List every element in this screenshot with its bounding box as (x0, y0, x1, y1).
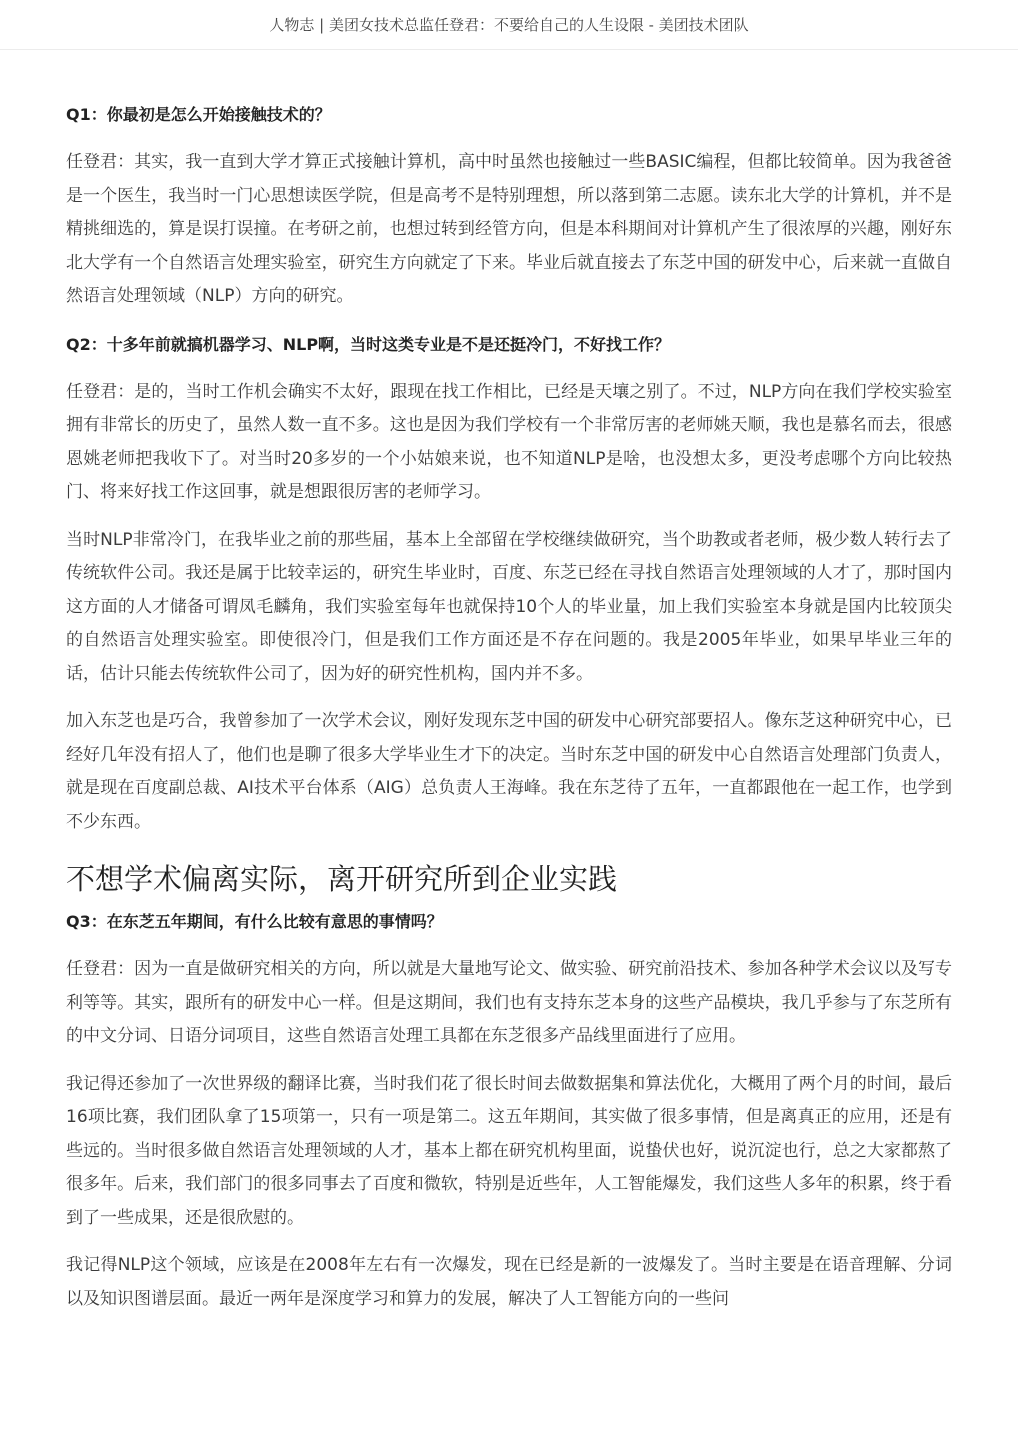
article-body (66, 104, 952, 1316)
question-q2: Q2：十多年前就搞机器学习、NLP啊，当时这类专业是不是还挺冷门，不好找工作？ (66, 334, 671, 354)
answer-q2-paragraph-2: 当时NLP非常冷门，在我毕业之前的那些届，基本上全部留在学校继续做研究，当个助教或者老师，极少数人转行去了传统软件公司。我还是属于比较幸运的，研究生毕业时，百度、东芝已经在寻找自然语言处理领域的人才了，那时国内这方面的人才储备可谓凤毛麟角，我们实验室每年也就保持10个人的毕业量，加上我们实验室本身就是国内比较顶尖的自然语言处理实验室。即使很冷门，但是我们工作方面还是不存在问题的。我是2005年毕业，如果早毕业三年的话，估计只能去传统软件公司了，因为好的研究性机构，国内并不多。 (66, 529, 952, 684)
answer-q3-paragraph-2: 我记得还参加了一次世界级的翻译比赛，当时我们花了很长时间去做数据集和算法优化，大概用了两个月的时间，最后16项比赛，我们团队拿了15项第一，只有一项是第二。这五年期间，其实做了很多事情，但是离真正的应用，还是有些远的。当时很多做自然语言处理领域的人才，基本上都在研究机构里面，说蛰伏也好，说沉淀也行，总之大家都熬了很多年。后来，我们部门的很多同事去了百度和微软，特别是近些年，人工智能爆发，我们这些人多年的积累，终于看到了一些成果，还是很欣慰的。 (66, 1073, 952, 1228)
answer-q3-paragraph-3: 我记得NLP这个领域，应该是在2008年左右有一次爆发，现在已经是新的一波爆发了。当时主要是在语音理解、分词以及知识图谱层面。最近一两年是深度学习和算力的发展，解决了人工智能方向的一些问 (66, 1255, 952, 1309)
answer-q2-paragraph-1: 任登君：是的，当时工作机会确实不太好，跟现在找工作相比，已经是天壤之别了。不过，NLP方向在我们学校实验室拥有非常长的历史了，虽然人数一直不多。这也是因为我们学校有一个非常厉害的老师姚天顺，我也是慕名而去，很感恩姚老师把我收下了。对当时20多岁的一个小姑娘来说，也不知道NLP是啥，也没想太多，更没考虑哪个方向比较热门、将来好找工作这回事，就是想跟很厉害的老师学习。 (66, 381, 952, 502)
question-q3: Q3：在东芝五年期间，有什么比较有意思的事情吗？ (66, 912, 443, 931)
answer-q3-paragraph-1: 任登君：因为一直是做研究相关的方向，所以就是大量地写论文、做实验、研究前沿技术、参加各种学术会议以及写专利等等。其实，跟所有的研发中心一样。但是这期间，我们也有支持东芝本身的这些产品模块，我几乎参与了东芝所有的中文分词、日语分词项目，这些自然语言处理工具都在东芝很多产品线里面进行了应用。 (66, 959, 952, 1046)
page-header (0, 0, 1018, 50)
answer-q1: 任登君：其实，我一直到大学才算正式接触计算机，高中时虽然也接触过一些BASIC编程，但都比较简单。因为我爸爸是一个医生，我当时一门心思想读医学院，但是高考不是特别理想，所以落到第二志愿。读东北大学的计算机，并不是精挑细选的，算是误打误撞。在考研之前，也想过转到经管方向，但是本科期间对计算机产生了很浓厚的兴趣，刚好东北大学有一个自然语言处理实验室，研究生方向就定了下来。毕业后就直接去了东芝中国的研发中心，后来就一直做自然语言处理领域（NLP）方向的研究。 (66, 152, 952, 306)
answer-q2-paragraph-3: 加入东芝也是巧合，我曾参加了一次学术会议，刚好发现东芝中国的研发中心研究部要招人。像东芝这种研究中心，已经好几年没有招人了，他们也是聊了很多大学毕业生才下的决定。当时东芝中国的研发中心自然语言处理部门负责人，就是现在百度副总裁、AI技术平台体系（AIG）总负责人王海峰。我在东芝待了五年，一直都跟他在一起工作，也学到不少东西。 (66, 711, 952, 832)
question-q1: Q1：你最初是怎么开始接触技术的？ (66, 105, 331, 124)
section-heading: 不想学术偏离实际，离开研究所到企业实践 (66, 862, 618, 896)
page-title: 人物志 | 美团女技术总监任登君：不要给自己的人生设限 - 美团技术团队 (269, 16, 749, 34)
